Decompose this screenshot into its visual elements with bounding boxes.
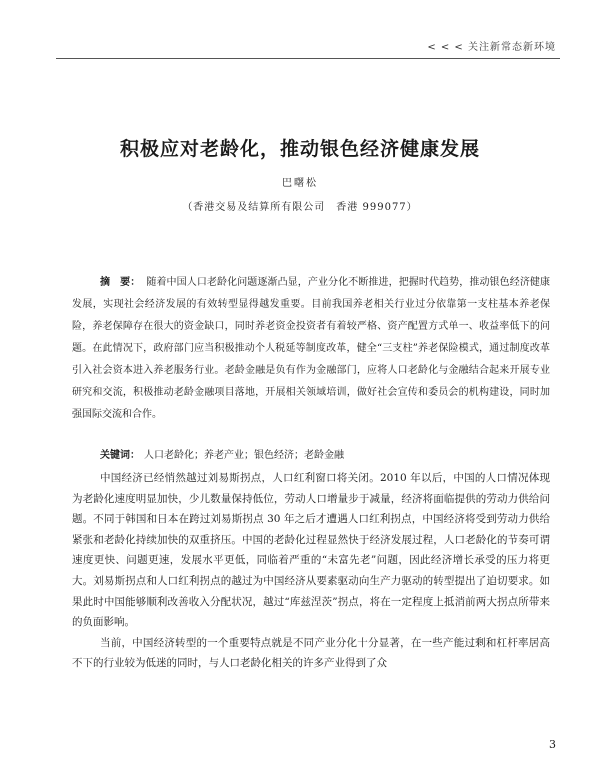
body-paragraph-2: 当前，中国经济转型的一个重要特点就是不同产业分化十分显著，在一些产能过剩和杠杆率居高不下的行业较为低迷的同时，与人口老龄化相关的许多产业得到了众 xyxy=(72,636,550,670)
keywords-text: 人口老龄化；养老产业；银色经济；老龄金融 xyxy=(144,450,344,461)
article-author: 巴曙松 xyxy=(282,178,318,189)
abstract-text: 随着中国人口老龄化问题逐渐凸显，产业分化不断推进，把握时代趋势，推动银色经济健康发展，实现社会经济发展的有效转型显得越发重要。目前我国养老相关行业过分依靠第一支柱基本养老保险，养老保障存在很大的资金缺口，同时养老资金投资者有着较严格、资产配置方式单一、收益率低下的问题。在此情况下，政府部门应当积极推动个人税延等制度改革，健全“三支柱”养老保险模式，通过制度改革引入社会资本进入养老服务行业。老龄金融是负有作为金融部门，应将人口老龄化与金融结合起来开展专业研究和交流，积极推动老龄金融项目落地，开展相关领域培训，做好社会宣传和委员会的机构建设，同时加强国际交流和合作。 xyxy=(72,277,551,420)
header-rule xyxy=(56,58,560,59)
body-paragraph-1: 中国经济已经悄然越过刘易斯拐点，人口红利窗口将关闭。2010 年以后，中国的人口情况体现为老龄化速度明显加快，少儿数量保持低位，劳动人口增量步于减量，经济将面临提供的劳动力供给问题。不同于韩国和日本在跨过刘易斯拐点 30 年之后才遭遇人口红利拐点，中国经济将受到劳动力供给紧张和老龄化持续加快的双重挤压。中国的老龄化过程显然快于经济发展过程，人口老龄化的节奏可谓速度更快、问题更速，发展水平更低，同临着严重的“未富先老”问题，因此经济增长承受的压力将更大。刘易斯拐点和人口红利拐点的越过为中国经济从要素驱动向生产力驱动的转型提出了迫切要求。如果此时中国能够顺利改善收入分配状况，越过“库兹涅茨”拐点，将在一定程度上抵消前两大拐点所带来的负面影响。 xyxy=(72,472,550,629)
body-text xyxy=(72,468,550,674)
keywords xyxy=(72,446,550,466)
keywords-label: 关键词： xyxy=(100,450,140,461)
abstract xyxy=(72,272,550,426)
page-number: 3 xyxy=(549,738,556,751)
author-affiliation: （香港交易及结算所有限公司 香港 999077） xyxy=(182,202,418,213)
abstract-label: 摘 要： xyxy=(100,277,141,288)
article-title: 积极应对老龄化，推动银色经济健康发展 xyxy=(119,138,480,160)
running-header: < < < 关注新常态新环境 xyxy=(427,42,556,53)
